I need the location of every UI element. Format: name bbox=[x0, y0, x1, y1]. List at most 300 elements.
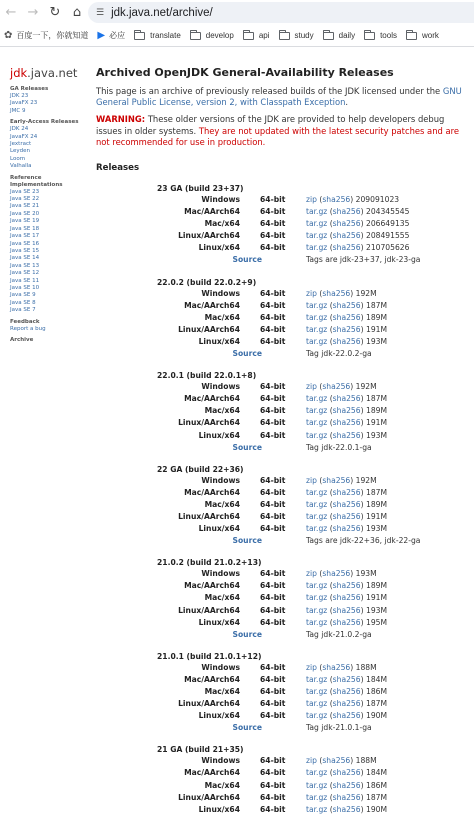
paren: ( bbox=[329, 804, 333, 814]
download-row bbox=[96, 580, 468, 592]
archive-download-link[interactable]: zip bbox=[306, 569, 317, 579]
sha256-link[interactable]: sha256 bbox=[322, 475, 351, 485]
download-links bbox=[306, 312, 387, 324]
archive-download-link[interactable]: tar.gz bbox=[306, 687, 328, 697]
site-logo[interactable]: jdk.java.net bbox=[10, 66, 78, 80]
sha256-link[interactable]: sha256 bbox=[332, 336, 361, 346]
folder-icon bbox=[406, 32, 417, 40]
sidebar-link[interactable]: JavaFX 23 bbox=[10, 100, 38, 107]
sidebar-link[interactable]: Java SE 20 bbox=[10, 210, 40, 217]
paren: ( bbox=[329, 617, 333, 627]
sidebar-link[interactable]: JMC 9 bbox=[10, 107, 26, 114]
arch-label: 64-bit bbox=[260, 499, 286, 509]
sha256-link[interactable]: sha256 bbox=[332, 617, 361, 627]
gpl-license-link[interactable]: GNU General Public License, version 2, with Classpath Exception bbox=[96, 86, 462, 108]
release-title: 23 GA (build 23+37) bbox=[157, 184, 244, 194]
archive-download-link[interactable]: tar.gz bbox=[306, 768, 328, 778]
sidebar-link[interactable]: JavaFX 24 bbox=[10, 133, 38, 140]
paren: ) bbox=[360, 617, 364, 627]
file-size: 187M bbox=[365, 300, 388, 310]
platform-label: Windows bbox=[201, 662, 240, 672]
arch-label: 64-bit bbox=[260, 312, 286, 322]
download-links bbox=[306, 755, 377, 767]
archive-download-link[interactable]: zip bbox=[306, 382, 317, 392]
folder-icon bbox=[364, 32, 375, 40]
forward-arrow-icon[interactable]: → bbox=[27, 4, 39, 20]
paren: ( bbox=[319, 756, 323, 766]
arch-label: 64-bit bbox=[260, 288, 286, 298]
back-arrow-icon[interactable]: ← bbox=[5, 4, 17, 20]
sidebar-link[interactable]: Jextract bbox=[10, 141, 32, 148]
arch-label: 64-bit bbox=[260, 756, 286, 766]
archive-download-link[interactable]: tar.gz bbox=[306, 312, 328, 322]
paren: ( bbox=[329, 499, 333, 509]
download-links bbox=[306, 767, 387, 779]
download-row bbox=[96, 487, 468, 499]
paren: ) bbox=[360, 524, 364, 534]
sha256-link[interactable]: sha256 bbox=[322, 569, 351, 579]
warning-paragraph: WARNING: These older versions of the JDK are provided to help developers debug issues in older systems. They are not updated with the latest security patches and are not recommended for use in production. bbox=[96, 114, 460, 147]
archive-download-link[interactable]: tar.gz bbox=[306, 394, 328, 404]
sha256-link[interactable]: sha256 bbox=[332, 499, 361, 509]
bookmark-folder-daily[interactable]: daily bbox=[323, 31, 355, 40]
reload-icon[interactable]: ↻ bbox=[49, 4, 61, 20]
file-size: 193M bbox=[365, 336, 388, 346]
arch-label: 64-bit bbox=[260, 231, 286, 241]
paren: ( bbox=[329, 418, 333, 428]
archive-download-link[interactable]: zip bbox=[306, 756, 317, 766]
archive-download-link[interactable]: tar.gz bbox=[306, 617, 328, 627]
file-size: 188M bbox=[355, 756, 377, 766]
download-row bbox=[96, 605, 468, 617]
bookmark-folder-work[interactable]: work bbox=[406, 31, 439, 40]
sidebar-link[interactable]: Java SE 10 bbox=[10, 284, 40, 291]
download-row bbox=[96, 804, 468, 816]
arch-label: 64-bit bbox=[260, 430, 286, 440]
archive-download-link[interactable]: zip bbox=[306, 195, 317, 205]
sidebar-link[interactable]: Java SE 8 bbox=[10, 299, 36, 306]
bookmark-folder-study[interactable]: study bbox=[279, 31, 314, 40]
download-row bbox=[96, 767, 468, 779]
paren: ( bbox=[329, 336, 333, 346]
source-tags: Tag jdk-21.0.2-ga bbox=[306, 629, 372, 639]
sidebar-link[interactable]: Java SE 17 bbox=[10, 233, 40, 240]
download-row bbox=[96, 393, 468, 405]
download-links bbox=[306, 662, 377, 674]
page-title: Archived OpenJDK General-Availability Releases bbox=[96, 66, 394, 79]
arch-label: 64-bit bbox=[260, 382, 286, 392]
paren: ) bbox=[360, 499, 364, 509]
paren: ) bbox=[350, 288, 354, 298]
download-links bbox=[306, 592, 387, 604]
sha256-link[interactable]: sha256 bbox=[322, 382, 351, 392]
sidebar-link[interactable]: Java SE 16 bbox=[10, 240, 40, 247]
sha256-link[interactable]: sha256 bbox=[322, 756, 351, 766]
sidebar-link[interactable]: Java SE 11 bbox=[10, 277, 40, 284]
release-title: 21 GA (build 21+35) bbox=[157, 745, 244, 755]
sidebar-link[interactable]: Java SE 12 bbox=[10, 270, 40, 277]
platform-label: Mac/AArch64 bbox=[184, 768, 240, 778]
platform-label: Mac/AArch64 bbox=[184, 674, 240, 684]
arch-label: 64-bit bbox=[260, 336, 286, 346]
arch-label: 64-bit bbox=[260, 699, 286, 709]
release-title: 21.0.1 (build 21.0.1+12) bbox=[157, 651, 262, 661]
source-link[interactable]: Source bbox=[232, 536, 262, 546]
archive-download-link[interactable]: tar.gz bbox=[306, 699, 328, 709]
sha256-link[interactable]: sha256 bbox=[332, 768, 361, 778]
bookmark-bing[interactable]: ▶ 必应 bbox=[97, 30, 126, 41]
archive-download-link[interactable]: tar.gz bbox=[306, 804, 328, 814]
sha256-link[interactable]: sha256 bbox=[332, 687, 361, 697]
archive-download-link[interactable]: tar.gz bbox=[306, 581, 328, 591]
arch-label: 64-bit bbox=[260, 780, 286, 790]
paren: ) bbox=[350, 569, 354, 579]
paren: ( bbox=[329, 711, 333, 721]
sha256-link[interactable]: sha256 bbox=[322, 662, 351, 672]
download-links bbox=[306, 405, 387, 417]
archive-download-link[interactable]: tar.gz bbox=[306, 207, 328, 217]
sha256-link[interactable]: sha256 bbox=[332, 430, 361, 440]
arch-label: 64-bit bbox=[260, 300, 286, 310]
sidebar-link[interactable]: Java SE 18 bbox=[10, 225, 40, 232]
paren: ( bbox=[329, 605, 333, 615]
file-size: 190M bbox=[365, 711, 388, 721]
sidebar-link[interactable]: Valhalla bbox=[10, 163, 32, 170]
paren: ( bbox=[329, 674, 333, 684]
file-size: 192M bbox=[355, 475, 377, 485]
archive-download-link[interactable]: tar.gz bbox=[306, 243, 328, 253]
archive-download-link[interactable]: tar.gz bbox=[306, 336, 328, 346]
sidebar-link[interactable]: Leyden bbox=[10, 148, 30, 155]
paren: ( bbox=[329, 430, 333, 440]
platform-label: Mac/x64 bbox=[204, 219, 240, 229]
release-section bbox=[96, 184, 468, 267]
paren: ( bbox=[329, 231, 333, 241]
paren: ( bbox=[329, 581, 333, 591]
sha256-link[interactable]: sha256 bbox=[332, 243, 361, 253]
download-links bbox=[306, 710, 387, 722]
platform-label: Mac/AArch64 bbox=[184, 300, 240, 310]
download-links bbox=[306, 206, 409, 218]
source-row bbox=[96, 442, 468, 454]
paren: ) bbox=[360, 792, 364, 802]
bookmark-folder-translate[interactable]: translate bbox=[134, 31, 181, 40]
sha256-link[interactable]: sha256 bbox=[332, 792, 361, 802]
source-link[interactable]: Source bbox=[232, 442, 262, 452]
sidebar-link[interactable]: Java SE 14 bbox=[10, 255, 40, 262]
sidebar-link[interactable]: Java SE 21 bbox=[10, 203, 40, 210]
source-tags: Tags are jdk-22+36, jdk-22-ga bbox=[306, 536, 421, 546]
archive-download-link[interactable]: tar.gz bbox=[306, 711, 328, 721]
sha256-link[interactable]: sha256 bbox=[322, 195, 351, 205]
download-row bbox=[96, 218, 468, 230]
file-size: 204345545 bbox=[365, 207, 410, 217]
paren: ( bbox=[329, 312, 333, 322]
paren: ) bbox=[360, 300, 364, 310]
bookmark-folder-api[interactable]: api bbox=[243, 31, 270, 40]
archive-download-link[interactable]: tar.gz bbox=[306, 324, 328, 334]
paren: ) bbox=[360, 406, 364, 416]
arch-label: 64-bit bbox=[260, 324, 286, 334]
paren: ( bbox=[329, 487, 333, 497]
download-links bbox=[306, 430, 387, 442]
download-links bbox=[306, 804, 387, 816]
baidu-paw-icon: ✿ bbox=[4, 30, 13, 41]
sha256-link[interactable]: sha256 bbox=[332, 219, 361, 229]
arch-label: 64-bit bbox=[260, 475, 286, 485]
archive-download-link[interactable]: tar.gz bbox=[306, 487, 328, 497]
download-row bbox=[96, 242, 468, 254]
platform-label: Linux/x64 bbox=[198, 524, 240, 534]
paren: ) bbox=[360, 324, 364, 334]
archive-download-link[interactable]: tar.gz bbox=[306, 499, 328, 509]
sha256-link[interactable]: sha256 bbox=[332, 207, 361, 217]
archive-download-link[interactable]: tar.gz bbox=[306, 511, 328, 521]
sidebar bbox=[10, 66, 88, 344]
platform-label: Mac/AArch64 bbox=[184, 581, 240, 591]
file-size: 192M bbox=[355, 382, 377, 392]
paren: ) bbox=[360, 231, 364, 241]
download-row bbox=[96, 568, 468, 580]
file-size: 186M bbox=[365, 780, 388, 790]
release-section bbox=[96, 278, 468, 361]
sha256-link[interactable]: sha256 bbox=[332, 593, 361, 603]
sha256-link[interactable]: sha256 bbox=[332, 231, 361, 241]
file-size: 193M bbox=[365, 524, 388, 534]
download-links bbox=[306, 580, 387, 592]
download-links bbox=[306, 487, 387, 499]
paren: ( bbox=[329, 300, 333, 310]
download-links bbox=[306, 698, 387, 710]
sidebar-link[interactable]: Java SE 7 bbox=[10, 307, 36, 314]
download-row bbox=[96, 475, 468, 487]
platform-label: Windows bbox=[201, 288, 240, 298]
arch-label: 64-bit bbox=[260, 804, 286, 814]
file-size: 190M bbox=[365, 804, 388, 814]
bookmark-baidu[interactable]: ✿ 百度一下，你就知道 bbox=[4, 30, 89, 41]
archive-download-link[interactable]: tar.gz bbox=[306, 418, 328, 428]
paren: ) bbox=[360, 394, 364, 404]
arch-label: 64-bit bbox=[260, 687, 286, 697]
platform-label: Linux/x64 bbox=[198, 243, 240, 253]
archive-download-link[interactable]: tar.gz bbox=[306, 300, 328, 310]
sha256-link[interactable]: sha256 bbox=[332, 699, 361, 709]
source-link[interactable]: Source bbox=[232, 629, 262, 639]
source-row bbox=[96, 535, 468, 547]
download-row bbox=[96, 710, 468, 722]
sha256-link[interactable]: sha256 bbox=[332, 312, 361, 322]
download-links bbox=[306, 792, 387, 804]
sha256-link[interactable]: sha256 bbox=[332, 324, 361, 334]
sha256-link[interactable]: sha256 bbox=[332, 605, 361, 615]
sha256-link[interactable]: sha256 bbox=[332, 524, 361, 534]
platform-label: Mac/x64 bbox=[204, 687, 240, 697]
platform-label: Linux/AArch64 bbox=[178, 231, 240, 241]
platform-label: Linux/x64 bbox=[198, 711, 240, 721]
paren: ) bbox=[360, 768, 364, 778]
source-link[interactable]: Source bbox=[232, 255, 262, 265]
sidebar-link[interactable]: Java SE 9 bbox=[10, 292, 36, 299]
release-title: 21.0.2 (build 21.0.2+13) bbox=[157, 558, 262, 568]
platform-label: Windows bbox=[201, 756, 240, 766]
download-links bbox=[306, 242, 409, 254]
platform-label: Mac/x64 bbox=[204, 593, 240, 603]
archive-download-link[interactable]: tar.gz bbox=[306, 406, 328, 416]
paren: ) bbox=[360, 418, 364, 428]
archive-download-link[interactable]: zip bbox=[306, 475, 317, 485]
arch-label: 64-bit bbox=[260, 711, 286, 721]
file-size: 193M bbox=[365, 430, 388, 440]
file-size: 187M bbox=[365, 792, 388, 802]
file-size: 208491555 bbox=[365, 231, 410, 241]
archive-download-link[interactable]: tar.gz bbox=[306, 219, 328, 229]
sidebar-link[interactable]: JDK 24 bbox=[10, 126, 29, 133]
paren: ) bbox=[360, 804, 364, 814]
file-size: 210705626 bbox=[365, 243, 410, 253]
address-bar[interactable] bbox=[88, 2, 474, 23]
platform-label: Mac/x64 bbox=[204, 780, 240, 790]
archive-download-link[interactable]: zip bbox=[306, 288, 317, 298]
file-size: 192M bbox=[355, 288, 377, 298]
download-row bbox=[96, 206, 468, 218]
release-section bbox=[96, 652, 468, 735]
download-links bbox=[306, 617, 387, 629]
archive-download-link[interactable]: tar.gz bbox=[306, 674, 328, 684]
paren: ) bbox=[360, 511, 364, 521]
source-tags: Tag jdk-21.0.1-ga bbox=[306, 723, 372, 733]
paren: ) bbox=[360, 711, 364, 721]
arch-label: 64-bit bbox=[260, 418, 286, 428]
download-links bbox=[306, 288, 377, 300]
release-title: 22 GA (build 22+36) bbox=[157, 464, 244, 474]
download-row bbox=[96, 523, 468, 535]
source-row bbox=[96, 629, 468, 641]
paren: ( bbox=[329, 593, 333, 603]
archive-download-link[interactable]: tar.gz bbox=[306, 524, 328, 534]
paren: ) bbox=[360, 207, 364, 217]
site-info-icon[interactable]: ☰ bbox=[96, 7, 105, 18]
file-size: 191M bbox=[365, 593, 388, 603]
bookmark-folder-develop[interactable]: develop bbox=[190, 31, 234, 40]
sha256-link[interactable]: sha256 bbox=[332, 711, 361, 721]
sha256-link[interactable]: sha256 bbox=[332, 406, 361, 416]
platform-label: Linux/x64 bbox=[198, 336, 240, 346]
sidebar-link[interactable]: Java SE 13 bbox=[10, 262, 40, 269]
release-section bbox=[96, 371, 468, 454]
sha256-link[interactable]: sha256 bbox=[332, 780, 361, 790]
source-link[interactable]: Source bbox=[232, 349, 262, 359]
archive-download-link[interactable]: tar.gz bbox=[306, 430, 328, 440]
file-size: 188M bbox=[355, 662, 377, 672]
file-size: 186M bbox=[365, 687, 388, 697]
arch-label: 64-bit bbox=[260, 593, 286, 603]
file-size: 191M bbox=[365, 511, 388, 521]
paren: ( bbox=[329, 243, 333, 253]
sha256-link[interactable]: sha256 bbox=[332, 674, 361, 684]
archive-download-link[interactable]: tar.gz bbox=[306, 792, 328, 802]
releases-heading: Releases bbox=[96, 163, 140, 174]
paren: ) bbox=[360, 336, 364, 346]
download-row bbox=[96, 674, 468, 686]
download-links bbox=[306, 674, 387, 686]
sidebar-link[interactable]: Report a bug bbox=[10, 325, 46, 332]
download-links bbox=[306, 336, 387, 348]
sha256-link[interactable]: sha256 bbox=[332, 394, 361, 404]
download-links bbox=[306, 381, 377, 393]
source-tags: Tags are jdk-23+37, jdk-23-ga bbox=[306, 255, 421, 265]
platform-label: Windows bbox=[201, 475, 240, 485]
download-links bbox=[306, 568, 377, 580]
sidebar-link[interactable]: Java SE 15 bbox=[10, 247, 40, 254]
archive-download-link[interactable]: tar.gz bbox=[306, 605, 328, 615]
sha256-link[interactable]: sha256 bbox=[332, 418, 361, 428]
download-row bbox=[96, 698, 468, 710]
arch-label: 64-bit bbox=[260, 569, 286, 579]
download-row bbox=[96, 617, 468, 629]
platform-label: Mac/AArch64 bbox=[184, 207, 240, 217]
folder-icon bbox=[243, 32, 254, 40]
paren: ) bbox=[360, 780, 364, 790]
file-size: 191M bbox=[365, 418, 388, 428]
archive-download-link[interactable]: zip bbox=[306, 662, 317, 672]
source-link[interactable]: Source bbox=[232, 723, 262, 733]
paren: ( bbox=[329, 768, 333, 778]
download-links bbox=[306, 499, 387, 511]
file-size: 209091023 bbox=[355, 195, 400, 205]
platform-label: Windows bbox=[201, 382, 240, 392]
arch-label: 64-bit bbox=[260, 207, 286, 217]
sha256-link[interactable]: sha256 bbox=[322, 288, 351, 298]
sidebar-link[interactable]: JDK 23 bbox=[10, 93, 29, 99]
file-size: 191M bbox=[365, 324, 388, 334]
arch-label: 64-bit bbox=[260, 195, 286, 205]
download-links bbox=[306, 511, 387, 523]
download-row bbox=[96, 755, 468, 767]
arch-label: 64-bit bbox=[260, 394, 286, 404]
platform-label: Linux/AArch64 bbox=[178, 418, 240, 428]
download-row bbox=[96, 686, 468, 698]
sha256-link[interactable]: sha256 bbox=[332, 487, 361, 497]
archive-download-link[interactable]: tar.gz bbox=[306, 231, 328, 241]
arch-label: 64-bit bbox=[260, 581, 286, 591]
file-size: 184M bbox=[365, 674, 388, 684]
address-url[interactable]: jdk.java.net/archive/ bbox=[111, 6, 213, 19]
download-row bbox=[96, 312, 468, 324]
sidebar-link[interactable]: Java SE 23 bbox=[10, 188, 40, 195]
download-row bbox=[96, 430, 468, 442]
download-links bbox=[306, 230, 409, 242]
file-size: 189M bbox=[365, 406, 388, 416]
sidebar-link[interactable]: Loom bbox=[10, 155, 26, 162]
download-links bbox=[306, 324, 387, 336]
archive-download-link[interactable]: tar.gz bbox=[306, 780, 328, 790]
sha256-link[interactable]: sha256 bbox=[332, 804, 361, 814]
archive-download-link[interactable]: tar.gz bbox=[306, 593, 328, 603]
paren: ( bbox=[319, 569, 323, 579]
bookmark-folder-tools[interactable]: tools bbox=[364, 31, 397, 40]
home-icon[interactable]: ⌂ bbox=[72, 4, 82, 20]
sha256-link[interactable]: sha256 bbox=[332, 300, 361, 310]
sha256-link[interactable]: sha256 bbox=[332, 581, 361, 591]
paren: ) bbox=[360, 674, 364, 684]
sha256-link[interactable]: sha256 bbox=[332, 511, 361, 521]
download-links bbox=[306, 780, 387, 792]
download-links bbox=[306, 194, 399, 206]
file-size: 187M bbox=[365, 487, 388, 497]
sidebar-link[interactable]: Java SE 22 bbox=[10, 196, 40, 203]
sidebar-link[interactable]: Java SE 19 bbox=[10, 218, 40, 225]
paren: ) bbox=[350, 662, 354, 672]
